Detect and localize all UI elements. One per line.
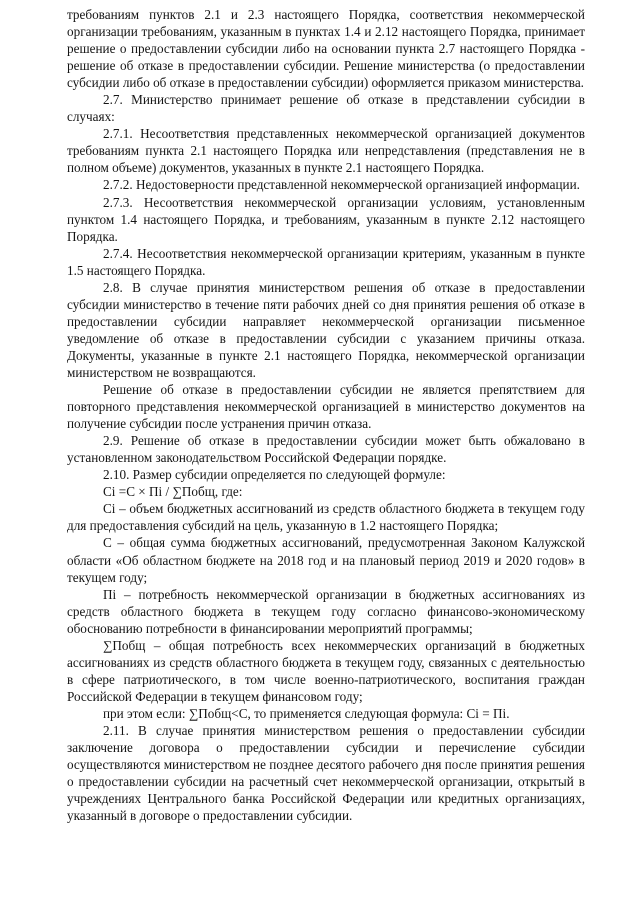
paragraph-refusal-note: Решение об отказе в предоставлении субсидии не является препятствием для повторного представления некоммерческой организацией в министерство документов на получение субсидии после устранения причин отказа. [67, 382, 585, 432]
formula-line: Ci =C × Пi / ∑Побщ, где: [103, 484, 243, 500]
definition-ci: Ci – объем бюджетных ассигнований из средств областного бюджета в текущем году для предоставления субсидий на цель, указанную в 1.2 настоящего Порядка; [67, 501, 585, 534]
definition-sum: ∑Побщ – общая потребность всех некоммерческих организаций в бюджетных ассигнованиях из средств областного бюджета в текущем году, связанных с деятельностью в сфере патриотического, в том числе военно-патриотического, воспитания граждан Российской Федерации в текущем финансовом году; [67, 637, 585, 704]
paragraph-2-8: 2.8. В случае принятия министерством решения об отказе в предоставлении субсидии министерство в течение пяти рабочих дней со дня принятия решения об отказе в предоставлении субсидии направляет некоммерческой организации письменное уведомление об отказе в предоставлении субсидии с указанием причины отказа. Документы, указанные в пункте 2.1 настоящего Порядка, некоммерческой организации министерством не возвращаются. [67, 279, 585, 380]
paragraph-2-10: 2.10. Размер субсидии определяется по следующей формуле: [103, 467, 446, 483]
paragraph-2-7-2: 2.7.2. Недостоверности представленной некоммерческой организацией информации. [103, 177, 580, 193]
formula-condition: при этом если: ∑Побщ<C, то применяется следующая формула: Ci = Пi. [103, 705, 510, 721]
paragraph-continuation: требованиям пунктов 2.1 и 2.3 настоящего Порядка, соответствия некоммерческой организации требованиям, указанным в пунктах 1.4 и 2.12 настоящего Порядка, принимает решение о предоставлении субсидии либо на основании пункта 2.7 настоящего Порядка - решение об отказе в предоставлении субсидии. Решение министерства (о предоставлении субсидии либо об отказе в предоставлении субсидии) оформляется приказом министерства. [67, 7, 585, 91]
paragraph-2-7-1: 2.7.1. Несоответствия представленных некоммерческой организацией документов требованиям пункта 2.1 настоящего Порядка или непредставления (представления не в полном объеме) документов, указанных в пункте 2.1 настоящего Порядка. [67, 126, 585, 176]
paragraph-2-7-4: 2.7.4. Несоответствия некоммерческой организации критериям, указанным в пункте 1.5 настоящего Порядка. [67, 245, 585, 278]
document-body [67, 6, 585, 824]
definition-pi: Пi – потребность некоммерческой организации в бюджетных ассигнованиях из средств областного бюджета в текущем году согласно финансово-экономическому обоснованию потребности в финансировании мероприятий программы; [67, 586, 585, 636]
paragraph-2-7-3: 2.7.3. Несоответствия некоммерческой организации условиям, установленным пунктом 1.4 настоящего Порядка, и требованиям, указанным в пункте 2.12 настоящего Порядка. [67, 194, 585, 244]
paragraph-2-11: 2.11. В случае принятия министерством решения о предоставлении субсидии заключение договора о предоставлении субсидии и перечисление субсидии осуществляются министерством не позднее десятого рабочего дня после принятия решения о предоставлении субсидии на расчетный счет некоммерческой организации, открытый в учреждениях Центрального банка Российской Федерации или кредитных организациях, указанный в договоре о предоставлении субсидии. [67, 722, 585, 824]
paragraph-2-7: 2.7. Министерство принимает решение об отказе в представлении субсидии в случаях: [67, 92, 585, 125]
definition-c: С – общая сумма бюджетных ассигнований, предусмотренная Законом Калужской области «Об областном бюджете на 2018 год и на плановый период 2019 и 2020 годов» в текущем году; [67, 535, 585, 585]
paragraph-2-9: 2.9. Решение об отказе в предоставлении субсидии может быть обжаловано в установленном законодательством Российской Федерации порядке. [67, 433, 585, 466]
